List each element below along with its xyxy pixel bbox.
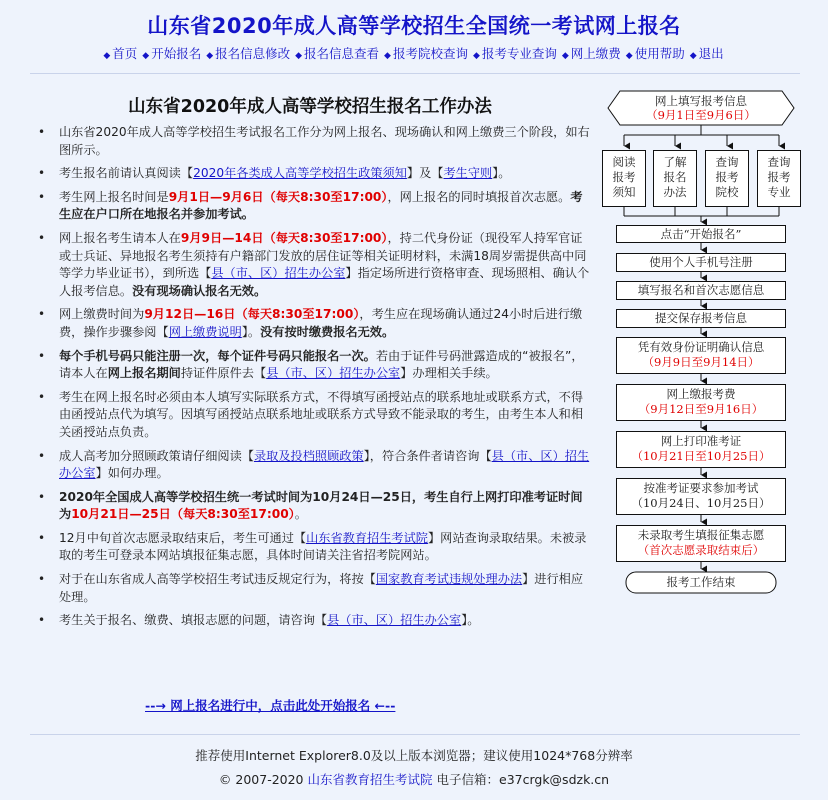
nav-home[interactable]: 首页 [112, 46, 138, 61]
list-item: • 考生报名前请认真阅读【2020年各类成人高等学校招生政策须知】及【考生守则】。 [30, 165, 590, 183]
flow-branch-read-notice: 阅读报考须知 [602, 150, 646, 207]
list-item: • 成人高考加分照顾政策请仔细阅读【录取及投档照顾政策】，符合条件者请咨询【县（市、区）招生办公室】如何办理。 [38, 448, 590, 481]
violation-rules-link[interactable]: 国家教育考试违规处理办法 [375, 572, 523, 587]
county-office-link[interactable]: 县（市、区）招生办公室 [59, 448, 590, 481]
page-title: 山东省2020年成人高等学校招生报名工作办法 [128, 97, 492, 117]
flow-step-fill-info: 填写报名和首次志愿信息 [616, 281, 786, 300]
diamond-icon: ◆ [142, 51, 150, 61]
list-item: • 网上报名考生请本人在9月9日—14日（每天8:30至17:00），持二代身份证（现役军人持军官证或士兵证、异地报名考生须持有户籍部门发放的居住证等相关证明材料，未满18周岁需提供高中同等学力毕业证书），到所选【县（市、区）招生办公室】指定场所进行资格审查、现场照相、确认个人报考信息。没有现场确认报名无效。 [38, 230, 590, 298]
bullet-icon: • [38, 530, 46, 545]
list-item: • 12月中旬首次志愿录取结束后，考生可通过【山东省教育招生考试院】网站查询录取结果。未被录取的考生可登录本网站填报征集志愿，具体时间请关注省招考院网站。 [38, 530, 587, 563]
nav-major-query[interactable]: 报考专业查询 [481, 46, 557, 61]
flow-step-supplementary: 未录取考生填报征集志愿 （首次志愿录取结束后） [616, 525, 786, 562]
county-office-link[interactable]: 县（市、区）招生办公室 [211, 266, 346, 281]
flow-branch-registration-method: 了解报名办法 [653, 150, 697, 207]
payment-guide-link[interactable]: 网上缴费说明 [168, 324, 242, 339]
list-item: • 2020年全国成人高等学校招生统一考试时间为10月24日—25日，考生自行上网打印准考证时间为10月21日—25日（每天8:30至17:00）。 [38, 489, 583, 522]
browser-recommendation: 推荐使用Internet Explorer8.0及以上版本浏览器；建议使用1024*768分辨率 [195, 748, 633, 763]
flow-step-submit: 提交保存报考信息 [616, 309, 786, 328]
page-header-title: 山东省2020年成人高等学校招生全国统一考试网上报名 [147, 14, 681, 38]
bullet-icon: • [38, 572, 46, 587]
flow-step-take-exam: 按准考证要求参加考试 （10月24日、10月25日） [616, 478, 786, 515]
bullet-icon: • [38, 489, 46, 504]
diamond-icon: ◆ [689, 51, 697, 61]
county-office-link[interactable]: 县（市、区）招生办公室 [266, 366, 401, 381]
diamond-icon: ◆ [472, 51, 480, 61]
bullet-icon: • [38, 307, 46, 322]
bullet-icon: • [38, 613, 46, 628]
bullet-icon: • [38, 189, 46, 204]
policy-notice-link[interactable]: 2020年各类成人高等学校招生政策须知 [193, 166, 407, 181]
diamond-icon: ◆ [103, 51, 111, 61]
flow-end-node: 报考工作结束 [666, 575, 736, 589]
diamond-icon: ◆ [384, 51, 391, 61]
flow-step-print-ticket: 网上打印准考证 （10月21日至10月25日） [616, 431, 786, 468]
nav-help[interactable]: 使用帮助 [634, 46, 685, 61]
list-item: • 每个手机号码只能注册一次，每个证件号码只能报名一次。若由于证件号码泄露造成的“被报名”，请本人在网上报名期间持证件原件去【县（市、区）招生办公室】办理相关手续。 [38, 348, 584, 381]
flow-branch-query-major: 查询报考专业 [757, 150, 801, 207]
bullet-icon: • [38, 125, 46, 139]
list-item: • 网上缴费时间为9月12日—16日（每天8:30至17:00），考生应在现场确认通过24小时后进行缴费，操作步骤参阅【网上缴费说明】。没有按时缴费报名无效。 [38, 307, 583, 339]
bonus-policy-link[interactable]: 录取及投档照顾政策 [254, 448, 364, 463]
flow-step-click-start: 点击“开始报名” [616, 225, 786, 243]
county-office-link[interactable]: 县（市、区）招生办公室 [327, 613, 462, 628]
copyright: © 2007-2020 山东省教育招生考试院 电子信箱：e37crgk@sdzk.cn [218, 772, 610, 787]
instruction-list [30, 124, 590, 636]
list-item: • 考生关于报名、缴费、填报志愿的问题，请咨询【县（市、区）招生办公室】。 [30, 612, 590, 630]
header-divider [30, 73, 800, 74]
flow-step-confirm-id: 凭有效身份证明确认信息 （9月9日至9月14日） [616, 337, 786, 374]
list-item: • 对于在山东省成人高等学校招生考试违反规定行为，将按【国家教育考试违规处理办法】进行相应处理。 [38, 572, 584, 604]
start-registration-link[interactable]: --→ 网上报名进行中，点击此处开始报名 ←-- [145, 698, 396, 713]
registration-flowchart [594, 88, 808, 598]
nav-school-query[interactable]: 报考院校查询 [392, 46, 468, 61]
diamond-icon: ◆ [625, 51, 633, 61]
nav-start-register[interactable]: 开始报名 [151, 46, 202, 61]
bullet-icon: • [38, 389, 46, 404]
diamond-icon: ◆ [206, 51, 214, 61]
list-item: • 考生在网上报名时必须由本人填写实际联系方式，不得填写函授站点的联系地址或联系方式，不得由函授站点代为填写。因填写函授站点联系地址或联系方式导致不能录取的考生，由考生本人和相关函授站点负责。 [38, 389, 584, 439]
list-item: • 山东省2020年成人高等学校招生考试报名工作分为网上报名、现场确认和网上缴费三个阶段，如右图所示。 [38, 125, 590, 157]
nav-logout[interactable]: 退出 [698, 46, 724, 61]
bullet-icon: • [38, 348, 46, 363]
bullet-icon: • [38, 448, 46, 463]
flow-step-register-phone: 使用个人手机号注册 [616, 253, 786, 272]
list-item: • 考生网上报名时间是9月1日—9月6日（每天8:30至17:00），网上报名的同时填报首次志愿。考生应在户口所在地报名并参加考试。 [38, 189, 583, 222]
diamond-icon: ◆ [561, 51, 569, 61]
footer-divider [30, 734, 800, 735]
flow-step-pay-fee: 网上缴报考费 （9月12日至9月16日） [616, 384, 786, 421]
flow-branch-query-school: 查询报考院校 [705, 150, 749, 207]
bullet-icon: • [38, 230, 46, 245]
flow-start-node: 网上填写报考信息 （9月1日至9月6日） [646, 94, 756, 122]
top-nav [0, 44, 828, 62]
exam-authority-footer-link[interactable]: 山东省教育招生考试院 [307, 772, 433, 787]
nav-modify-info[interactable]: 报名信息修改 [215, 46, 291, 61]
diamond-icon: ◆ [295, 51, 303, 61]
nav-online-payment[interactable]: 网上缴费 [570, 46, 621, 61]
exam-authority-link[interactable]: 山东省教育招生考试院 [306, 530, 428, 545]
exam-rules-link[interactable]: 考生守则 [443, 166, 493, 181]
bullet-icon: • [38, 166, 46, 181]
nav-view-info[interactable]: 报名信息查看 [304, 46, 380, 61]
